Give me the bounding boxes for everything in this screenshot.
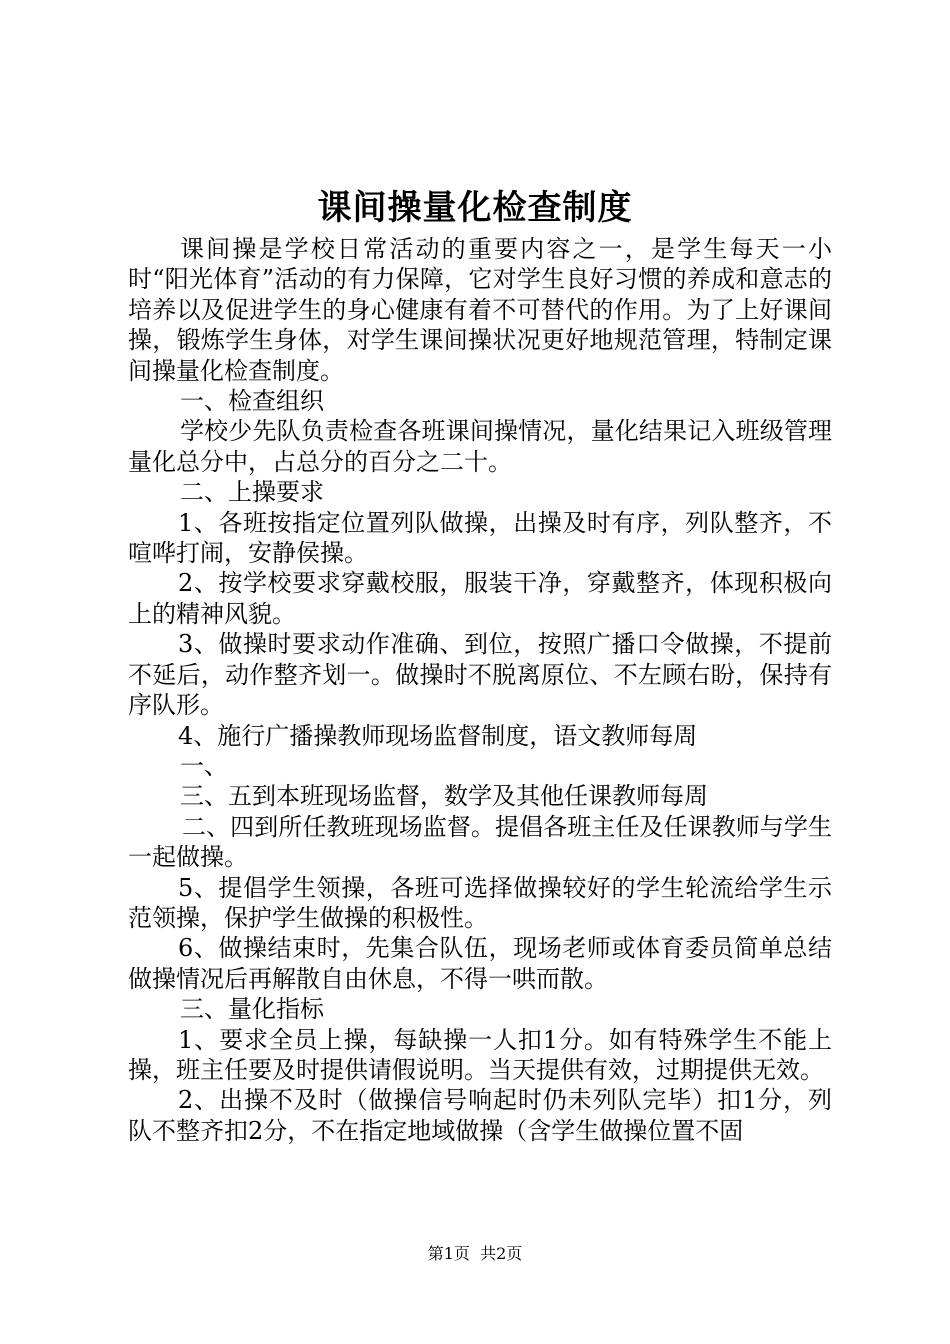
body-paragraph: 三、五到本班现场监督，数学及其他任课教师每周 [180, 782, 708, 811]
body-paragraph: 2、出操不及时（做操信号响起时仍未列队完毕）扣1分，列队不整齐扣2分，不在指定地域做操（含学生做操位置不固 [128, 1086, 832, 1145]
page-footer [0, 1244, 950, 1264]
body-paragraph: 一、 [180, 751, 228, 780]
body-paragraph: 5、提倡学生领操，各班可选择做操较好的学生轮流给学生示范领操，保护学生做操的积极性。 [128, 873, 832, 932]
body-paragraph: 学校少先队负责检查各班课间操情况，量化结果记入班级管理量化总分中，占总分的百分之二十。 [128, 417, 832, 476]
body-paragraph: 2、按学校要求穿戴校服，服装干净，穿戴整齐，体现积极向上的精神风貌。 [128, 569, 832, 628]
body-paragraph: 二、上操要求 [180, 478, 324, 507]
document-body [128, 234, 832, 1146]
body-paragraph: 3、做操时要求动作准确、到位，按照广播口令做操，不提前不延后，动作整齐划一。做操时不脱离原位、不左顾右盼，保持有序队形。 [128, 630, 832, 720]
document-title: 课间操量化检查制度 [317, 188, 633, 228]
page-total: 共2页 [480, 1244, 523, 1263]
body-paragraph: 1、要求全员上操，每缺操一人扣1分。如有特殊学生不能上操，班主任要及时提供请假说明。当天提供有效，过期提供无效。 [128, 1025, 832, 1084]
page-number: 第1页 [427, 1244, 470, 1263]
body-paragraph: 一、检查组织 [180, 387, 324, 416]
body-paragraph: 6、做操结束时，先集合队伍，现场老师或体育委员简单总结做操情况后再解散自由休息，不得一哄而散。 [128, 934, 832, 993]
body-paragraph: 三、量化指标 [180, 995, 324, 1024]
body-paragraph: 二、四到所任教班现场监督。提倡各班主任及任课教师与学生一起做操。 [128, 812, 832, 872]
body-paragraph: 1、各班按指定位置列队做操，出操及时有序，列队整齐，不喧哗打闹，安静侯操。 [128, 508, 832, 568]
body-paragraph: 4、施行广播操教师现场监督制度，语文教师每周 [178, 721, 698, 750]
body-paragraph: 课间操是学校日常活动的重要内容之一，是学生每天一小时“阳光体育”活动的有力保障，它对学生良好习惯的养成和意志的培养以及促进学生的身心健康有着不可替代的作用。为了上好课间操，锻炼学生身体，对学生课间操状况更好地规范管理，特制定课间操量化检查制度。 [128, 235, 832, 385]
